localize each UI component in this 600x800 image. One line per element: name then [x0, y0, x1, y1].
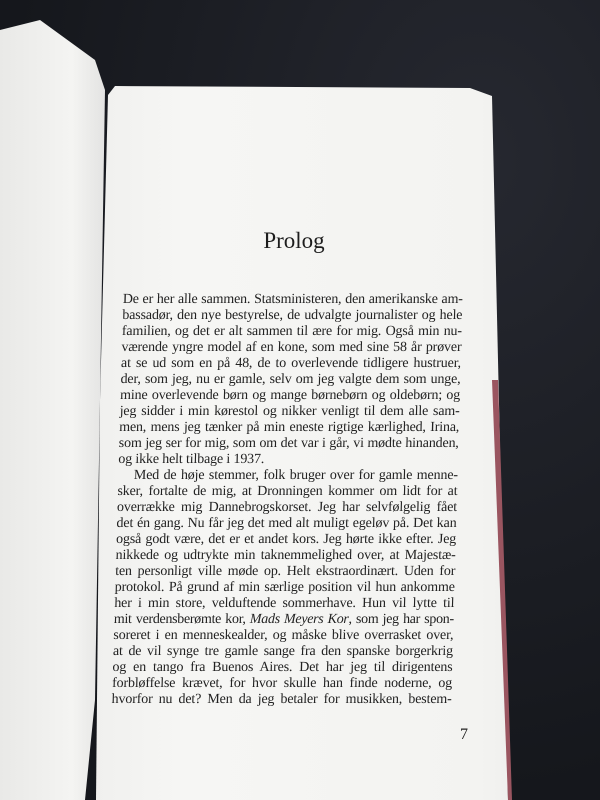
- text-line: der, som jeg, nu er gamle, selv om jeg valgte dem som unge,: [120, 372, 461, 387]
- text-line: at se ud som en på 48, de to overlevende tidligere hustruer,: [120, 356, 462, 371]
- text-line: overrække mig Dannebrogskorset. Jeg har selvfølgelig fået: [116, 500, 458, 515]
- text-line: men, mens jeg tænker på min eneste rigtige kærlighed, Irina,: [119, 420, 460, 435]
- text-segment: , som jeg har spon-: [348, 612, 455, 627]
- text-line: værende yngre model af en kone, som med sine 58 år prøver: [121, 340, 462, 355]
- text-line: det én gang. Nu får jeg det med alt muligt egeløv på. Det kan: [116, 516, 457, 531]
- chapter-title: [0, 228, 600, 254]
- page-number: 7: [460, 726, 468, 743]
- text-line: mine overlevende børn og mange børnebørn og oldebørn; og: [119, 388, 461, 403]
- text-line: og ikke helt tilbage i 1937.: [118, 452, 265, 467]
- text-line: som jeg ser for mig, som om det var i går, vi mødte hinanden,: [118, 436, 459, 451]
- text-line: soreret i en menneskealder, og måske blive overrasket over,: [113, 628, 454, 643]
- text-line: Med de høje stemmer, folk bruger over for gamle menne-: [133, 468, 459, 483]
- text-segment: mit verdensberømte kor,: [113, 612, 251, 627]
- text-line: jeg sidder i min kørestol og nikker venligt til dem alle sam-: [119, 404, 460, 419]
- body-text: [111, 292, 463, 708]
- text-line: familien, og det er alt sammen til ære for mig. Også min nu-: [121, 324, 463, 339]
- text-line: De er her alle sammen. Statsministeren, den amerikanske am-: [122, 292, 464, 307]
- text-line: nikkede og udtrykte min taknemmelighed over, at Majestæ-: [115, 548, 456, 563]
- text-line: bassadør, den nye bestyrelse, de udvalgte journalister og hele: [122, 308, 463, 323]
- text-line: her i min store, velduftende sommerhave. Hun vil lytte til: [114, 596, 455, 611]
- text-line: forbløffelse krævet, for hvor skulle han finde noderne, og: [111, 676, 453, 691]
- text-line: også godt være, det er et andet kors. Jeg hørte ikke efter. Jeg: [115, 532, 457, 547]
- text-line: at de vil synge tre gamle sange fra den spanske borgerkrig: [112, 644, 454, 659]
- text-line: protokol. På grund af min særlige position vil hun ankomme: [114, 580, 455, 595]
- text-line: ten personligt ville møde op. Helt ekstraordinært. Uden for: [114, 564, 456, 579]
- text-line: og en tango fra Buenos Aires. Det har jeg til dirigentens: [112, 660, 453, 675]
- text-line: sker, fortalte de mig, at Dronningen kommer om lidt for at: [117, 484, 458, 499]
- choir-name-italic: Mads Meyers Kor: [249, 612, 349, 627]
- text-line: hvorfor nu det? Men da jeg betaler for musikken, bestem-: [111, 692, 452, 707]
- text-line: [114, 612, 454, 628]
- chapter-title-text: Prolog: [263, 228, 325, 253]
